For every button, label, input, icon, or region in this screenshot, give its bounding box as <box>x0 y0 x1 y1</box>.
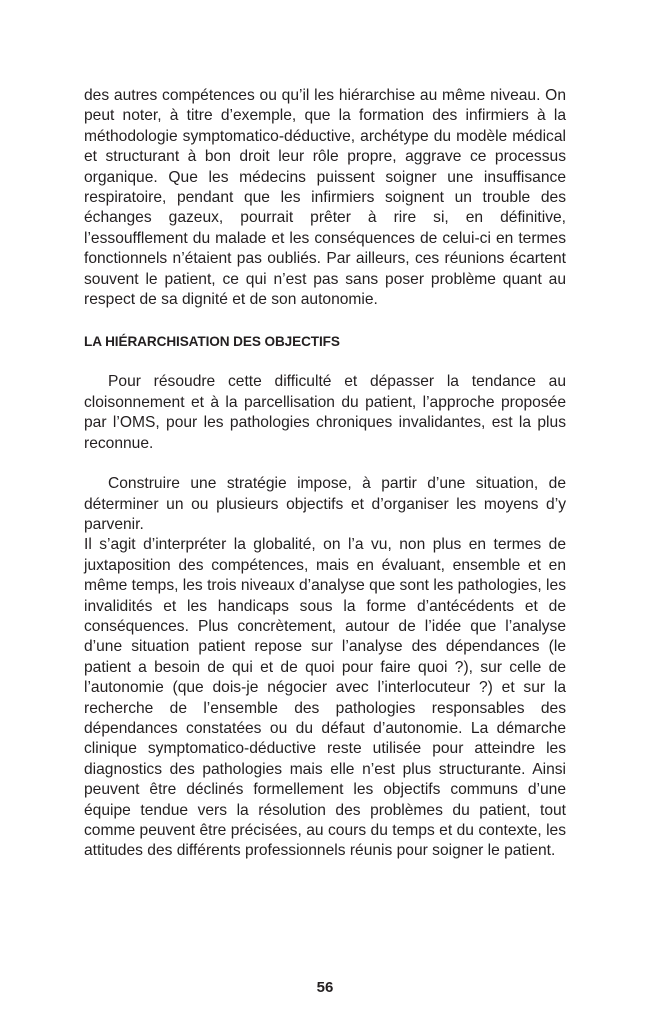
paragraph-oms-approach: Pour résoudre cette difficulté et dépasser la tendance au cloisonnement et à la parcellisation du patient, l’approche proposée par l’OMS, pour les pathologies chroniques invalidantes, est la plus reconnue. <box>84 373 566 452</box>
paragraph-strategy: Construire une stratégie impose, à partir d’une situation, de déterminer un ou plusieurs objectifs et d’organiser les moyens d’y parvenir. <box>84 475 566 533</box>
page-body <box>84 86 566 862</box>
paragraph-globality: Il s’agit d’interpréter la globalité, on l’a vu, non plus en termes de juxtaposition des compétences, mais en évaluant, ensemble et en même temps, les trois niveaux d’analyse que sont les pathologies, les invalidités et les handicaps sous la forme d’antécédents et de conséquences. Plus concrètement, autour de l’idée que l’analyse d’une situation patient repose sur l’analyse des dépendances (le patient a besoin de qui et de quoi pour faire quoi ?), sur celle de l’autonomie (que dois-je négocier avec l’interlocuteur ?) et sur la recherche de l’ensemble des pathologies responsables des dépendances constatées ou du défaut d’autonomie. La démarche clinique symptomatico-déductive reste utilisée pour atteindre les diagnostics des pathologies mais elle n’est plus structurante. Ainsi peuvent être déclinés formellement les objectifs communs d’une équipe tendue vers la résolution des problèmes du patient, tout comme peuvent être précisées, au cours du temps et du contexte, les attitudes des différents professionnels réunis pour soigner le patient. <box>84 536 566 860</box>
section-heading: LA HIÉRARCHISATION DES OBJECTIFS <box>84 334 340 350</box>
paragraph-continuation: des autres compétences ou qu’il les hiérarchise au même niveau. On peut noter, à titre d’exemple, que la formation des infirmiers à la méthodologie symptomatico-déductive, archétype du modèle médical et structurant à bon droit leur rôle propre, aggrave ce processus organique. Que les médecins puissent soigner une insuffisance respiratoire, pendant que les infirmiers soignent un trouble des échanges gazeux, pourrait prêter à rire si, en définitive, l’essoufflement du malade et les conséquences de celui-ci en termes fonctionnels n’étaient pas oubliés. Par ailleurs, ces réunions écartent souvent le patient, ce qui n’est pas sans poser problème quant au respect de sa dignité et de son autonomie. <box>84 87 566 309</box>
page-number: 56 <box>316 979 334 996</box>
